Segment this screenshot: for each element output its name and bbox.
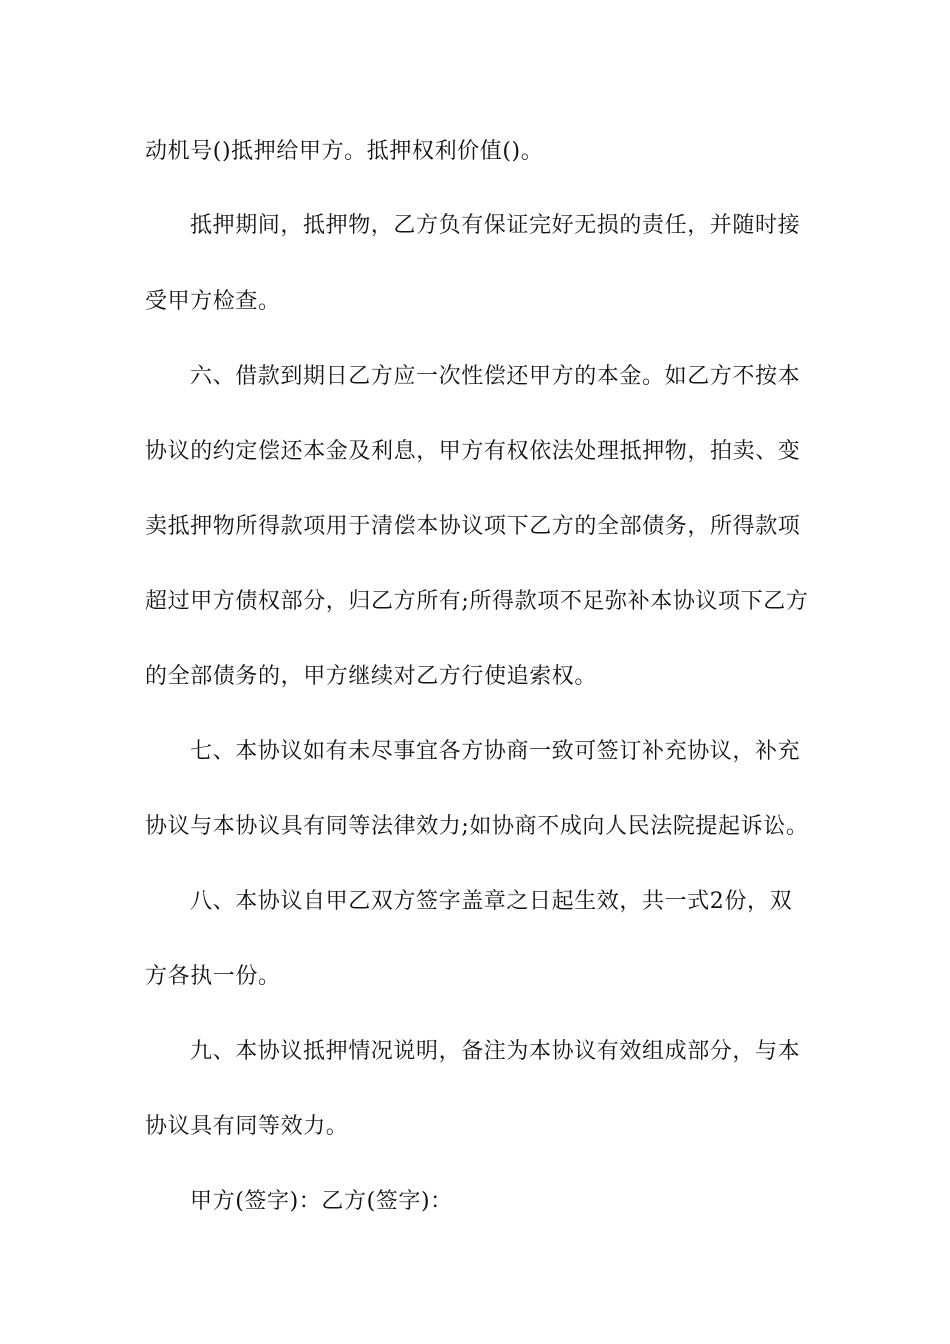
text-line-clause-7: 七、本协议如有未尽事宜各方协商一致可签订补充协议，补充 xyxy=(190,739,801,764)
text-line-clause-9: 九、本协议抵押情况说明，备注为本协议有效组成部分，与本 xyxy=(190,1039,801,1064)
text-line-clause-6: 六、借款到期日乙方应一次性偿还甲方的本金。如乙方不按本 xyxy=(190,364,801,389)
text-line-inspection: 受甲方检查。 xyxy=(145,289,281,314)
text-line-clause-6-cont-1: 协议的约定偿还本金及利息，甲方有权依法处理抵押物，拍卖、变 xyxy=(145,439,801,464)
text-line-clause-8-cont: 方各执一份。 xyxy=(145,964,281,989)
text-line-mortgage-period: 抵押期间，抵押物，乙方负有保证完好无损的责任，并随时接 xyxy=(190,213,801,238)
text-line-clause-6-cont-3: 超过甲方债权部分，归乙方所有;所得款项不足弥补本协议项下乙方 xyxy=(145,589,809,614)
signature-line: 甲方(签字)：乙方(签字)： xyxy=(190,1189,453,1214)
text-line-clause-6-cont-4: 的全部债务的，甲方继续对乙方行使追索权。 xyxy=(145,664,598,689)
text-line-clause-7-cont: 协议与本协议具有同等法律效力;如协商不成向人民法院提起诉讼。 xyxy=(145,814,809,839)
text-line-clause-6-cont-2: 卖抵押物所得款项用于清偿本协议项下乙方的全部债务，所得款项 xyxy=(145,514,801,539)
text-line-mortgage-value: 动机号()抵押给甲方。抵押权利价值()。 xyxy=(145,139,544,164)
text-line-clause-8: 八、本协议自甲乙双方签字盖章之日起生效，共一式2份，双 xyxy=(190,889,793,914)
text-line-clause-9-cont: 协议具有同等效力。 xyxy=(145,1114,349,1139)
